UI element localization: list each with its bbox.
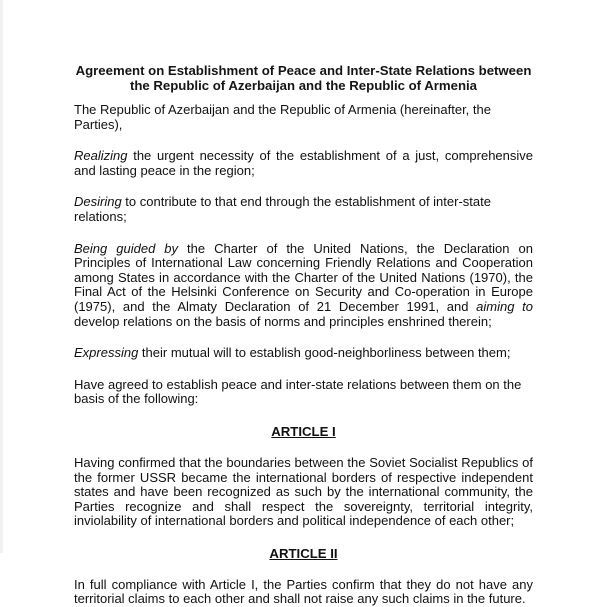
realizing-text: the urgent necessity of the establishment of a just, comprehensive and lasting peace in the region; [74,148,533,178]
preamble-realizing [74,149,533,178]
expressing-lead: Expressing [74,345,139,361]
preamble-guided [74,242,533,330]
article-2-text: In full compliance with Article I, the Parties confirm that they do not have any territorial claims to each other and shall not raise any such claims in the future. [74,576,533,607]
page-edge [0,0,3,553]
guided-text-1: the Charter of the United Nations, the Declaration on Principles of International Law concerning Friendly Relations and Cooperation among States in accordance with the Charter of the United Nations (1970), the Final Act of the Helsinki Conference on Security and Co-operation in Europe (1975), and the Almaty Declaration of 21 December 1991, and [74,240,533,314]
expressing-text: their mutual will to establish good-neighborliness between them; [138,345,511,361]
title-line-1: Agreement on Establishment of Peace and Inter-State Relations between [75,63,532,78]
article-2-heading: ARTICLE II [269,545,338,561]
guided-text-2: develop relations on the basis of norms and principles enshrined therein; [74,313,492,329]
realizing-lead: Realizing [74,148,128,164]
guided-aiming: aiming to [476,298,534,314]
preamble-agreed: Have agreed to establish peace and inter-state relations between them on the basis of the following: [74,376,522,407]
document-title [64,63,543,93]
preamble-parties: The Republic of Azerbaijan and the Republic of Armenia (hereinafter, the Parties), [74,102,491,132]
article-1-heading: ARTICLE I [271,423,336,439]
desiring-text: to contribute to that end through the establishment of inter-state relations; [74,194,491,224]
title-line-2: the Republic of Azerbaijan and the Republic of Armenia [129,78,478,93]
guided-lead: Being guided by [74,240,179,256]
article-1-text: Having confirmed that the boundaries between the Soviet Socialist Republics of the former USSR became the international borders of respective independent states and have been recognized as such by the international community, the Parties recognize and shall respect the sovereignty, territorial integrity, inviolability of international borders and political independence of each other; [74,454,533,529]
document-page [74,63,533,607]
desiring-lead: Desiring [74,194,122,210]
preamble-expressing [74,346,533,361]
preamble-desiring [74,195,533,224]
